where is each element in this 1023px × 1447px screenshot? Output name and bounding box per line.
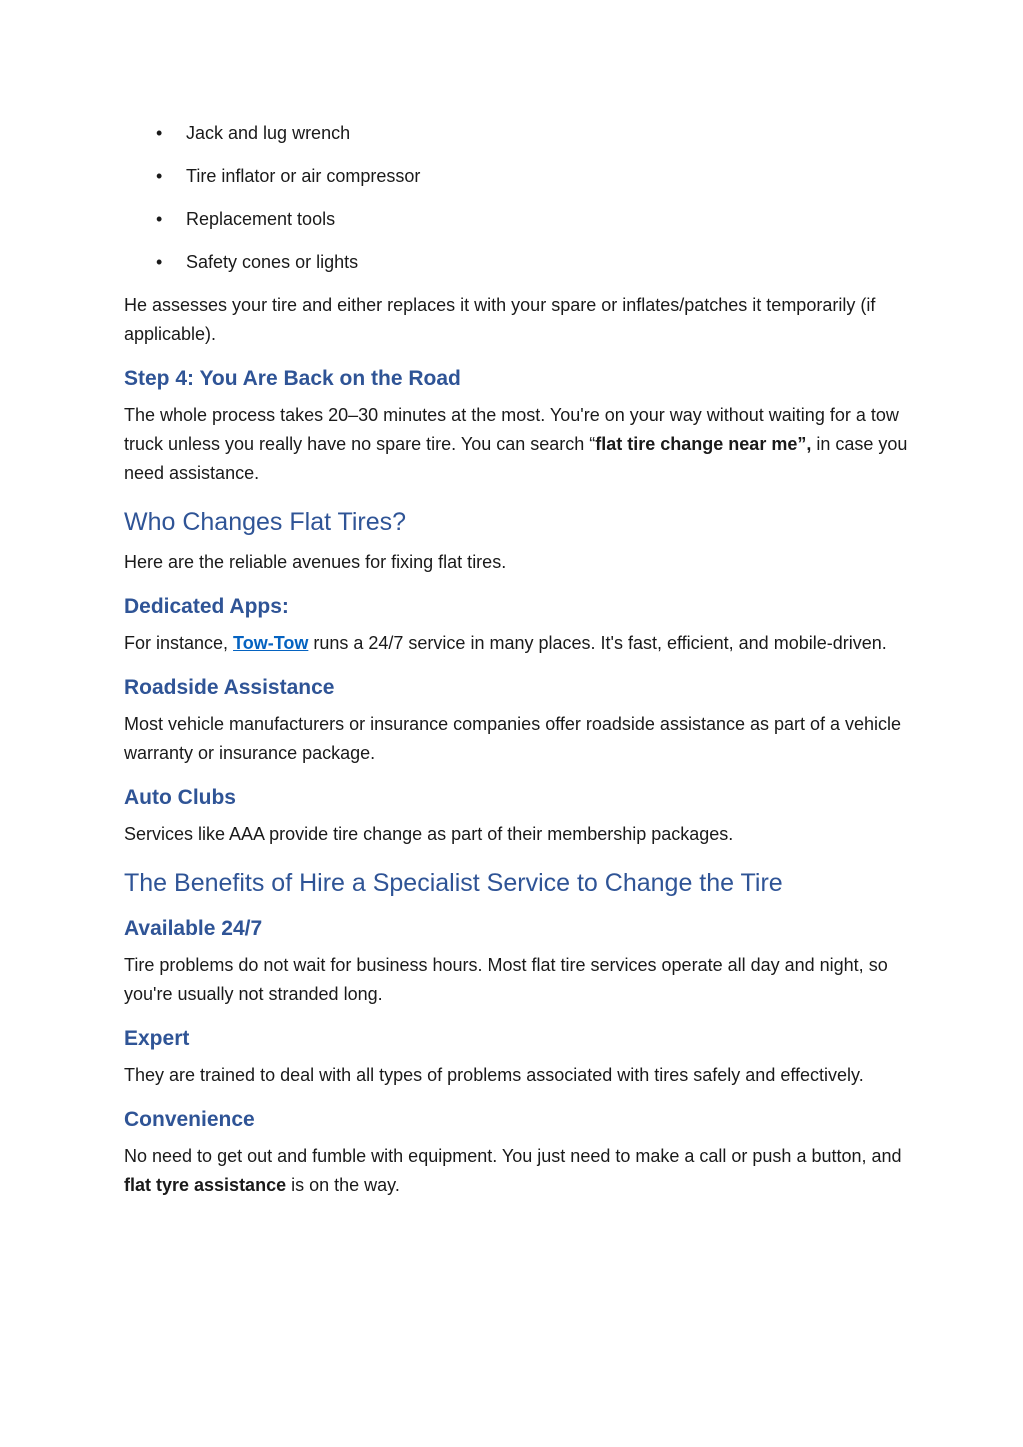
convenience-heading: Convenience [124,1108,255,1131]
list-item: • Jack and lug wrench [124,119,914,148]
available-paragraph: Tire problems do not wait for business hours. Most flat tire services operate all day and night, so you're usually not stranded long. [124,955,888,1004]
assess-paragraph: He assesses your tire and either replaces it with your spare or inflates/patches it temporarily (if applicable). [124,295,876,344]
apps-text-after: runs a 24/7 service in many places. It's fast, efficient, and mobile-driven. [308,633,887,653]
step4-text-before: The whole process takes 20–30 minutes at the most. You're on your way without waiting for a tow truck unless you really have no spare tire. You can search “ [124,405,899,454]
convenience-paragraph [124,1142,914,1200]
clubs-paragraph: Services like AAA provide tire change as part of their membership packages. [124,824,734,844]
convenience-text-after: is on the way. [286,1175,400,1195]
clubs-heading: Auto Clubs [124,786,236,809]
step4-bold-keyword: flat tire change near me”, [595,434,812,454]
expert-heading: Expert [124,1027,190,1050]
roadside-paragraph: Most vehicle manufacturers or insurance companies offer roadside assistance as part of a vehicle warranty or insurance package. [124,714,902,763]
list-item: • Tire inflator or air compressor [124,162,914,191]
apps-text-before: For instance, [124,633,234,653]
apps-paragraph [124,629,914,658]
step4-paragraph [124,401,914,488]
list-item: • Safety cones or lights [124,248,914,277]
convenience-bold-keyword: flat tyre assistance [124,1175,287,1195]
equipment-list [124,119,914,277]
step4-heading: Step 4: You Are Back on the Road [124,367,461,390]
step4-text-after: in case you need assistance. [124,434,908,483]
document-content [124,119,914,1200]
tow-tow-link[interactable]: Tow-Tow [233,633,309,653]
roadside-heading: Roadside Assistance [124,676,335,699]
list-item: • Replacement tools [124,205,914,234]
expert-paragraph: They are trained to deal with all types of problems associated with tires safely and effectively. [124,1065,864,1085]
who-heading: Who Changes Flat Tires? [124,508,407,536]
apps-heading: Dedicated Apps: [124,595,289,618]
available-heading: Available 24/7 [124,917,263,940]
benefits-heading: The Benefits of Hire a Specialist Service to Change the Tire [124,869,783,897]
convenience-text-before: No need to get out and fumble with equipment. You just need to make a call or push a button, and [124,1146,902,1166]
who-intro: Here are the reliable avenues for fixing flat tires. [124,552,507,572]
